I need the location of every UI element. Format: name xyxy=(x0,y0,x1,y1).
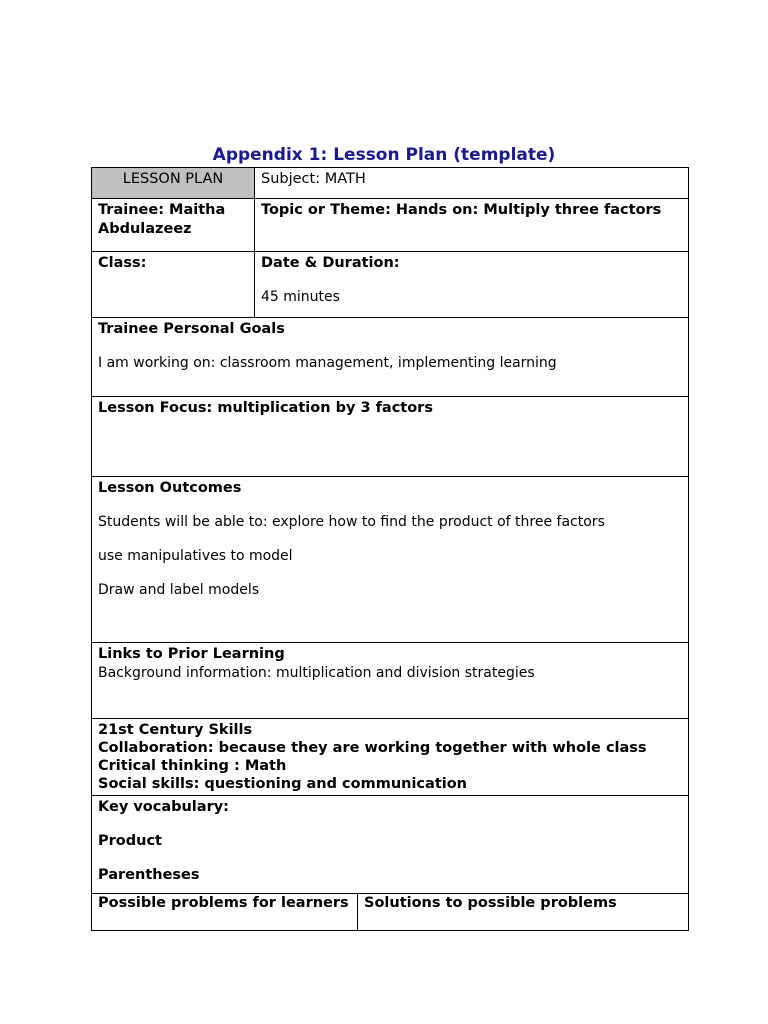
class-cell xyxy=(91,251,255,318)
class-label: Class: xyxy=(98,255,147,271)
solutions-label: Solutions to possible problems xyxy=(364,895,617,911)
date-duration-cell xyxy=(254,251,689,318)
lesson-focus-cell xyxy=(91,396,689,477)
possible-problems-cell xyxy=(91,893,358,931)
page-title: Appendix 1: Lesson Plan (template) xyxy=(212,145,556,165)
trainee-cell xyxy=(91,198,255,252)
lesson-outcomes-heading: Lesson Outcomes xyxy=(98,480,242,496)
key-vocabulary-heading: Key vocabulary: xyxy=(98,799,229,815)
lesson-plan-label: LESSON PLAN xyxy=(122,171,224,187)
duration-value: 45 minutes xyxy=(261,289,340,305)
skill-line: Collaboration: because they are working together with whole class xyxy=(98,740,647,756)
solutions-cell xyxy=(357,893,689,931)
personal-goals-cell xyxy=(91,317,689,397)
vocab-word: Product xyxy=(98,833,162,849)
lesson-outcomes-cell xyxy=(91,476,689,643)
lesson-focus-heading: Lesson Focus: multiplication by 3 factors xyxy=(98,400,433,416)
century-skills-heading: 21st Century Skills xyxy=(98,722,253,738)
outcome-item: Draw and label models xyxy=(98,582,259,598)
outcome-item: Students will be able to: explore how to find the product of three factors xyxy=(98,514,605,530)
topic-text: Topic or Theme: Hands on: Multiply three factors xyxy=(261,202,662,218)
personal-goals-heading: Trainee Personal Goals xyxy=(98,321,285,337)
prior-learning-cell xyxy=(91,642,689,719)
topic-cell xyxy=(254,198,689,252)
skill-line: Critical thinking : Math xyxy=(98,758,287,774)
prior-learning-heading: Links to Prior Learning xyxy=(98,646,285,662)
subject-cell xyxy=(254,167,689,199)
skill-line: Social skills: questioning and communication xyxy=(98,776,467,792)
outcome-item: use manipulatives to model xyxy=(98,548,293,564)
date-duration-label: Date & Duration: xyxy=(261,255,400,271)
lesson-plan-header-cell xyxy=(91,167,255,199)
personal-goals-text: I am working on: classroom management, implementing learning xyxy=(98,355,557,371)
key-vocabulary-cell xyxy=(91,795,689,894)
century-skills-cell xyxy=(91,718,689,796)
trainee-name: Trainee: Maitha Abdulazeez xyxy=(98,202,226,237)
vocab-word: Parentheses xyxy=(98,867,200,883)
prior-learning-text: Background information: multiplication and division strategies xyxy=(98,665,535,681)
possible-problems-label: Possible problems for learners xyxy=(98,895,349,911)
subject-label: Subject: MATH xyxy=(261,171,366,187)
